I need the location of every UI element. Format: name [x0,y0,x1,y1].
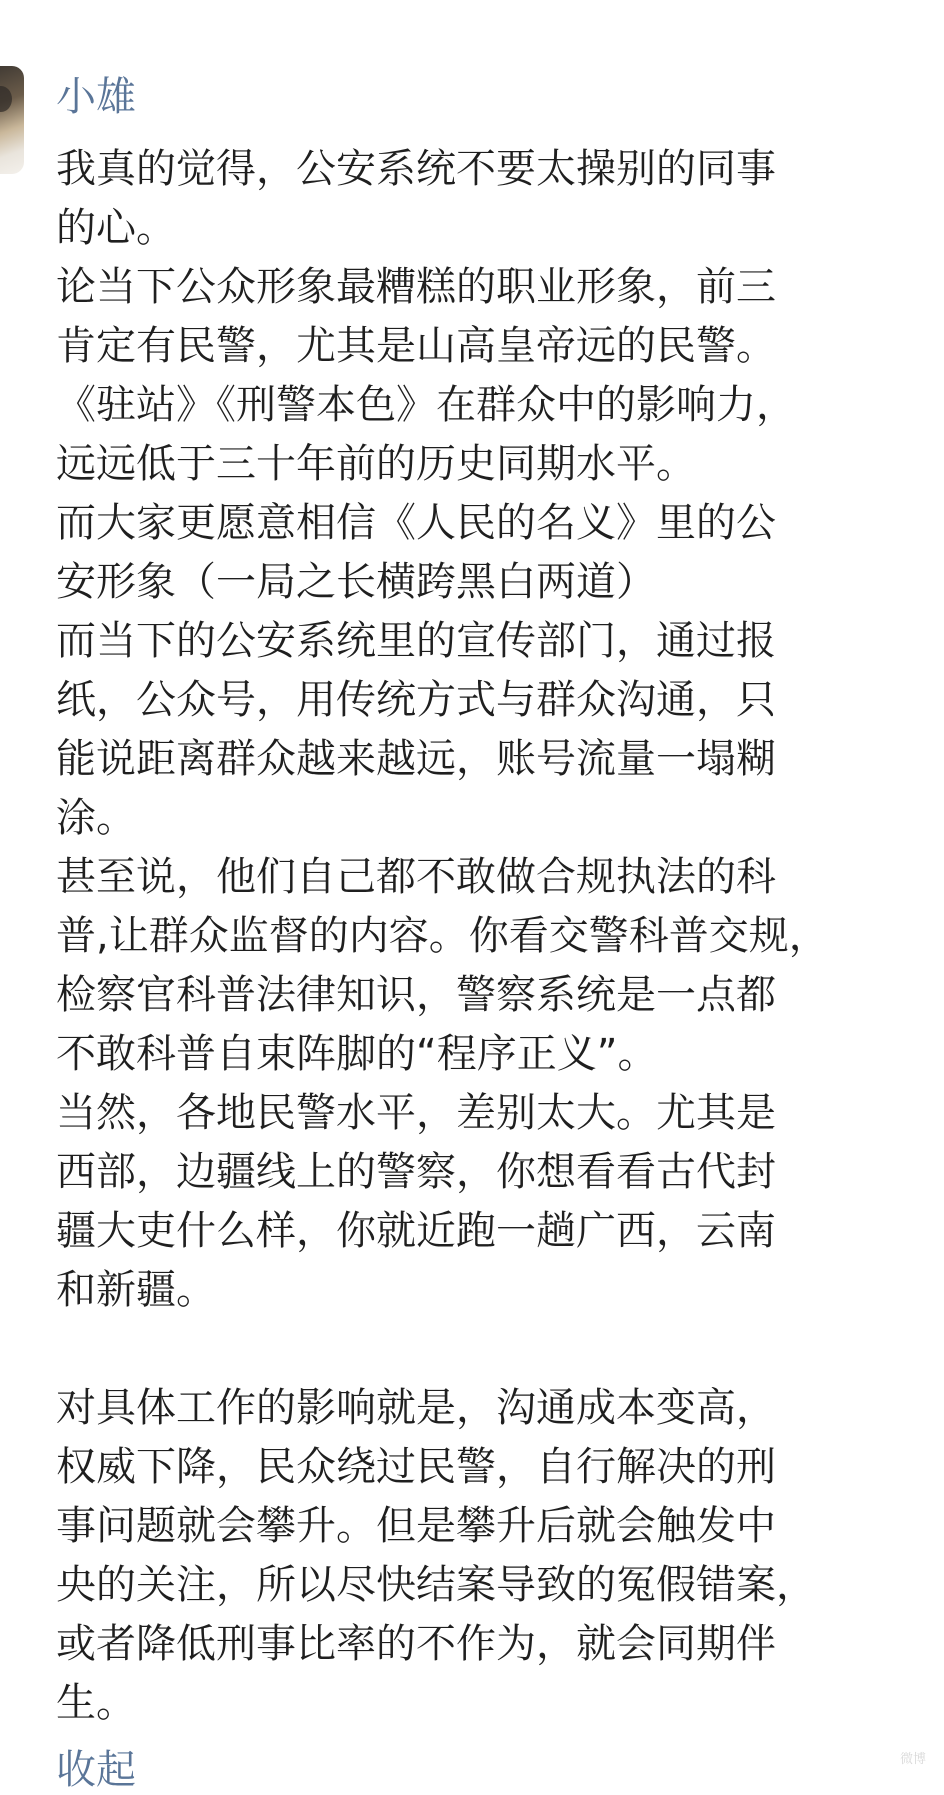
post-line: 事问题就会攀升。但是攀升后就会触发中 [56,1503,776,1549]
post-line: 论当下公众形象最糟糕的职业形象，前三 [56,264,776,310]
post-line: 纸，公众号，用传统方式与群众沟通，只 [56,677,776,723]
post-line: 央的关注，所以尽快结案导致的冤假错案， [56,1562,816,1608]
post-line: 权威下降，民众绕过民警，自行解决的刑 [56,1444,776,1490]
post-line: 西部，边疆线上的警察，你想看看古代封 [56,1149,776,1195]
watermark: 微博 [899,1752,926,1767]
post-line: 安形象（一局之长横跨黑白两道） [56,559,656,605]
post-line: 对具体工作的影响就是，沟通成本变高， [56,1385,776,1431]
post-line: 检察官科普法律知识，警察系统是一点都 [56,972,776,1018]
post-line: 而大家更愿意相信《人民的名义》里的公 [56,500,776,546]
post-line: 当然，各地民警水平，差别太大。尤其是 [56,1090,776,1136]
post-content [56,140,936,1733]
author-name[interactable]: 小雄 [56,74,136,120]
post-line: 能说距离群众越来越远，账号流量一塌糊 [56,736,776,782]
post-line: 我真的觉得，公安系统不要太操别的同事 [56,146,776,192]
post-line: 不敢科普自束阵脚的“程序正义”。 [56,1031,658,1077]
post-line: 远远低于三十年前的历史同期水平。 [56,441,696,487]
post-line: 和新疆。 [56,1267,216,1313]
post-line: 肯定有民警，尤其是山高皇帝远的民警。 [56,323,776,369]
post-line: 或者降低刑事比率的不作为，就会同期伴 [56,1621,776,1667]
post-line: 《驻站》《刑警本色》在群众中的影响力， [56,382,796,428]
avatar[interactable] [0,66,24,174]
post-line: 而当下的公安系统里的宣传部门，通过报 [56,618,776,664]
post-line: 涂。 [56,795,136,841]
post-line: 甚至说，他们自己都不敢做合规执法的科 [56,854,776,900]
post-line: 普,让群众监督的内容。你看交警科普交规， [56,913,829,959]
post-line: 的心。 [56,205,176,251]
post-line: 生。 [56,1680,136,1726]
collapse-link[interactable]: 收起 [56,1747,136,1793]
post-line: 疆大吏什么样，你就近跑一趟广西，云南 [56,1208,776,1254]
paragraph-gap [56,1320,936,1379]
